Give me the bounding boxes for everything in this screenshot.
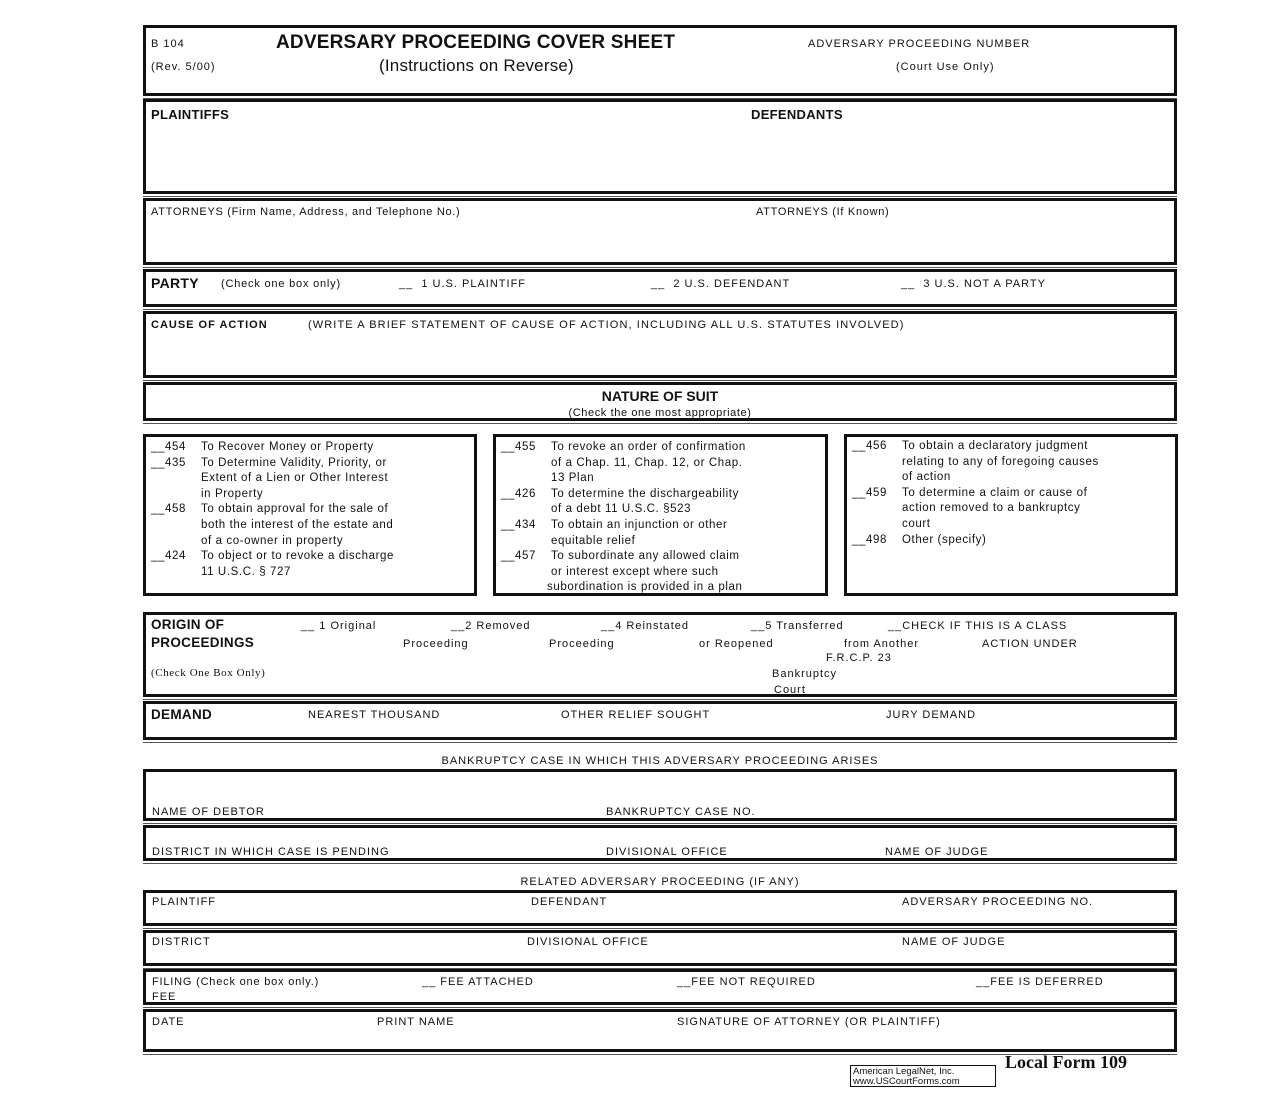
cause-of-action-section (143, 311, 1177, 378)
proceeding-number-label: ADVERSARY PROCEEDING NUMBER (808, 38, 1031, 50)
publisher-url: www.USCourtForms.com (853, 1075, 960, 1087)
publisher-name: American LegalNet, Inc. (853, 1066, 955, 1077)
nature-item[interactable] (501, 440, 746, 487)
form-id: B 104 (151, 38, 185, 50)
judge-name-label: NAME OF JUDGE (885, 846, 989, 858)
nature-text: Extent of a Lien or Other Interest (201, 472, 389, 485)
nature-text: or interest except where such (551, 565, 719, 578)
nature-column-1 (143, 434, 477, 596)
defendant-attorneys-input[interactable] (750, 223, 1174, 263)
nature-text: both the interest of the estate and (201, 518, 394, 531)
party-label: PARTY (151, 275, 199, 291)
filing-label-fee: FEE (152, 991, 177, 1003)
related-divisional-office-label: DIVISIONAL OFFICE (527, 936, 649, 948)
nature-item[interactable] (151, 456, 388, 503)
plaintiff-attorneys-input[interactable] (150, 223, 744, 263)
related-proceeding-heading: RELATED ADVERSARY PROCEEDING (IF ANY) (520, 876, 800, 888)
related-defendant-label: DEFENDANT (531, 896, 608, 908)
jury-demand-label: JURY DEMAND (886, 709, 977, 721)
origin-option-reinstated[interactable]: __4 Reinstated (601, 620, 689, 632)
bankruptcy-case-number-input[interactable] (606, 778, 1170, 802)
nearest-thousand-label: NEAREST THOUSAND (308, 709, 441, 721)
origin-hint: (Check One Box Only) (151, 667, 266, 679)
bankruptcy-case-number-label: BANKRUPTCY CASE NO. (606, 806, 756, 818)
date-label: DATE (152, 1016, 185, 1028)
divisional-office-label: DIVISIONAL OFFICE (606, 846, 728, 858)
plaintiffs-label: PLAINTIFFS (151, 107, 230, 122)
party-option-us-defendant[interactable] (651, 278, 790, 290)
nature-text: action removed to a bankruptcy (902, 502, 1081, 515)
origin-option-transferred-sub1: from Another (844, 638, 919, 650)
nature-code[interactable]: __498 (852, 533, 887, 546)
other-relief-label: OTHER RELIEF SOUGHT (561, 709, 711, 721)
demand-label: DEMAND (151, 707, 213, 722)
nature-text: 13 Plan (551, 472, 595, 485)
fee-attached-option[interactable]: __ FEE ATTACHED (422, 976, 534, 988)
bankruptcy-case-heading: BANKRUPTCY CASE IN WHICH THIS ADVERSARY PROCEEDING ARISES (441, 755, 879, 767)
related-plaintiff-label: PLAINTIFF (152, 896, 217, 908)
nature-code[interactable]: __454 (151, 441, 186, 453)
option-label: 3 U.S. NOT A PARTY (923, 278, 1046, 290)
print-name-label: PRINT NAME (377, 1016, 455, 1028)
nature-code[interactable]: __426 (501, 487, 536, 500)
nature-of-suit-hint: (Check the one most appropriate) (568, 407, 752, 419)
court-use-label: (Court Use Only) (896, 61, 995, 73)
origin-option-class-action-sub1: ACTION UNDER (982, 638, 1078, 650)
nature-text: court (902, 517, 931, 530)
nature-code[interactable]: __456 (852, 440, 887, 452)
nature-text: To revoke an order of confirmation (551, 441, 746, 453)
district-section (143, 825, 1177, 861)
nature-column-2 (493, 434, 828, 596)
party-option-us-plaintiff[interactable] (399, 278, 526, 290)
nature-item[interactable] (852, 533, 986, 549)
nature-text: of action (902, 471, 951, 484)
defendants-input[interactable] (750, 126, 1174, 190)
nature-column-3 (844, 434, 1178, 596)
related-district-label: DISTRICT (152, 936, 211, 948)
option-label: 1 U.S. PLAINTIFF (421, 278, 527, 290)
page-subtitle: (Instructions on Reverse) (379, 56, 574, 75)
nature-text: of a Chap. 11, Chap. 12, or Chap. (551, 456, 743, 469)
origin-option-transferred-sub3: Court (774, 684, 806, 696)
nature-item[interactable] (852, 439, 1099, 486)
signature-section (143, 1009, 1177, 1052)
nature-text: To object or to revoke a discharge (201, 550, 394, 563)
nature-of-suit-title: NATURE OF SUIT (601, 388, 719, 404)
origin-option-original[interactable]: __ 1 Original (301, 620, 377, 632)
nature-text: of a debt 11 U.S.C. §523 (551, 503, 692, 516)
plaintiff-attorneys-label: ATTORNEYS (Firm Name, Address, and Telephone No.) (151, 206, 461, 218)
signature-input[interactable] (677, 1030, 1171, 1050)
cause-of-action-hint: (WRITE A BRIEF STATEMENT OF CAUSE OF ACTION, INCLUDING ALL U.S. STATUTES INVOLVED) (308, 319, 905, 331)
nature-code[interactable]: __424 (151, 550, 186, 563)
print-name-input[interactable] (377, 1030, 666, 1050)
plaintiffs-input[interactable] (150, 126, 744, 190)
local-form-number: Local Form 109 (1005, 1052, 1127, 1072)
defendant-attorneys-label: ATTORNEYS (If Known) (756, 206, 890, 218)
origin-option-removed[interactable]: __2 Removed (451, 620, 531, 632)
nature-text: relating to any of foregoing causes (902, 455, 1099, 468)
option-label: 2 U.S. DEFENDANT (673, 278, 791, 290)
nature-text: To Determine Validity, Priority, or (201, 456, 387, 469)
nature-item[interactable] (501, 549, 743, 596)
origin-option-class-action-sub2: F.R.C.P. 23 (826, 652, 892, 664)
cause-of-action-label: CAUSE OF ACTION (151, 319, 268, 331)
header-section (143, 25, 1177, 96)
origin-option-class-action[interactable]: __CHECK IF THIS IS A CLASS (888, 620, 1068, 632)
nature-text: 11 U.S.C. § 727 (201, 565, 291, 578)
nature-text: To obtain approval for the sale of (201, 503, 389, 516)
bankruptcy-case-section (143, 769, 1177, 821)
fee-not-required-option[interactable]: __FEE NOT REQUIRED (677, 976, 816, 988)
origin-label-line2: PROCEEDINGS (151, 635, 255, 650)
nature-text: equitable relief (551, 534, 636, 547)
related-district-section (143, 930, 1177, 966)
defendants-label: DEFENDANTS (751, 107, 843, 122)
parties-section (143, 99, 1177, 194)
district-pending-label: DISTRICT IN WHICH CASE IS PENDING (152, 846, 390, 858)
party-option-us-not-party[interactable] (901, 278, 1046, 290)
origin-option-removed-sub: Proceeding (549, 638, 615, 650)
nature-text: of a co-owner in property (201, 534, 344, 547)
signature-label: SIGNATURE OF ATTORNEY (OR PLAINTIFF) (677, 1016, 941, 1028)
attorneys-section (143, 198, 1177, 265)
party-section (143, 269, 1177, 307)
related-parties-section (143, 890, 1177, 926)
nature-text: subordination is provided in a plan (547, 581, 743, 594)
origin-option-transferred-sub2: Bankruptcy (772, 668, 838, 680)
nature-item[interactable] (151, 502, 393, 549)
origin-option-reinstated-sub: or Reopened (699, 638, 774, 650)
nature-text: To determine the dischargeability (551, 487, 739, 500)
nature-text: To obtain a declaratory judgment (902, 440, 1089, 452)
nature-text: Other (specify) (902, 533, 987, 546)
nature-text: To determine a claim or cause of (902, 486, 1088, 499)
cause-of-action-input[interactable] (150, 336, 1174, 376)
origin-option-transferred[interactable]: __5 Transferred (751, 620, 844, 632)
nature-code[interactable]: __457 (501, 550, 536, 563)
nature-code[interactable]: __435 (151, 456, 186, 469)
nature-text: To Recover Money or Property (201, 441, 374, 453)
nature-text: in Property (201, 487, 264, 500)
form-revision: (Rev. 5/00) (151, 61, 216, 73)
publisher-box (850, 1065, 996, 1087)
page-title: ADVERSARY PROCEEDING COVER SHEET (276, 32, 676, 53)
nature-item[interactable] (151, 440, 374, 456)
fee-deferred-option[interactable]: __FEE IS DEFERRED (976, 976, 1104, 988)
checkbox-blank[interactable]: __ (901, 278, 916, 290)
nature-code[interactable]: __459 (852, 486, 887, 499)
related-judge-label: NAME OF JUDGE (902, 936, 1006, 948)
nature-text: To obtain an injunction or other (551, 519, 728, 531)
nature-item[interactable] (151, 549, 394, 580)
filing-label: FILING (Check one box only.) (152, 976, 320, 988)
checkbox-blank[interactable]: __ (651, 278, 666, 290)
nature-code[interactable]: __458 (151, 503, 186, 516)
party-hint: (Check one box only) (221, 278, 341, 290)
debtor-name-input[interactable] (152, 778, 596, 802)
origin-option-original-sub: Proceeding (403, 638, 469, 650)
date-input[interactable] (152, 1030, 366, 1050)
origin-label-line1: ORIGIN OF (151, 617, 225, 632)
nature-code[interactable]: __455 (501, 441, 536, 453)
origin-section (143, 612, 1177, 697)
nature-item[interactable] (501, 487, 739, 518)
filing-fee-section (143, 969, 1177, 1005)
nature-code[interactable]: __434 (501, 519, 536, 531)
nature-text: To subordinate any allowed claim (551, 550, 740, 563)
nature-of-suit-header (143, 382, 1177, 421)
nature-item[interactable] (852, 486, 1087, 533)
debtor-name-label: NAME OF DEBTOR (152, 806, 265, 818)
nature-item[interactable] (501, 518, 727, 549)
demand-section (143, 701, 1177, 740)
related-proceeding-number-label: ADVERSARY PROCEEDING NO. (902, 896, 1094, 908)
checkbox-blank[interactable]: __ (399, 278, 414, 290)
